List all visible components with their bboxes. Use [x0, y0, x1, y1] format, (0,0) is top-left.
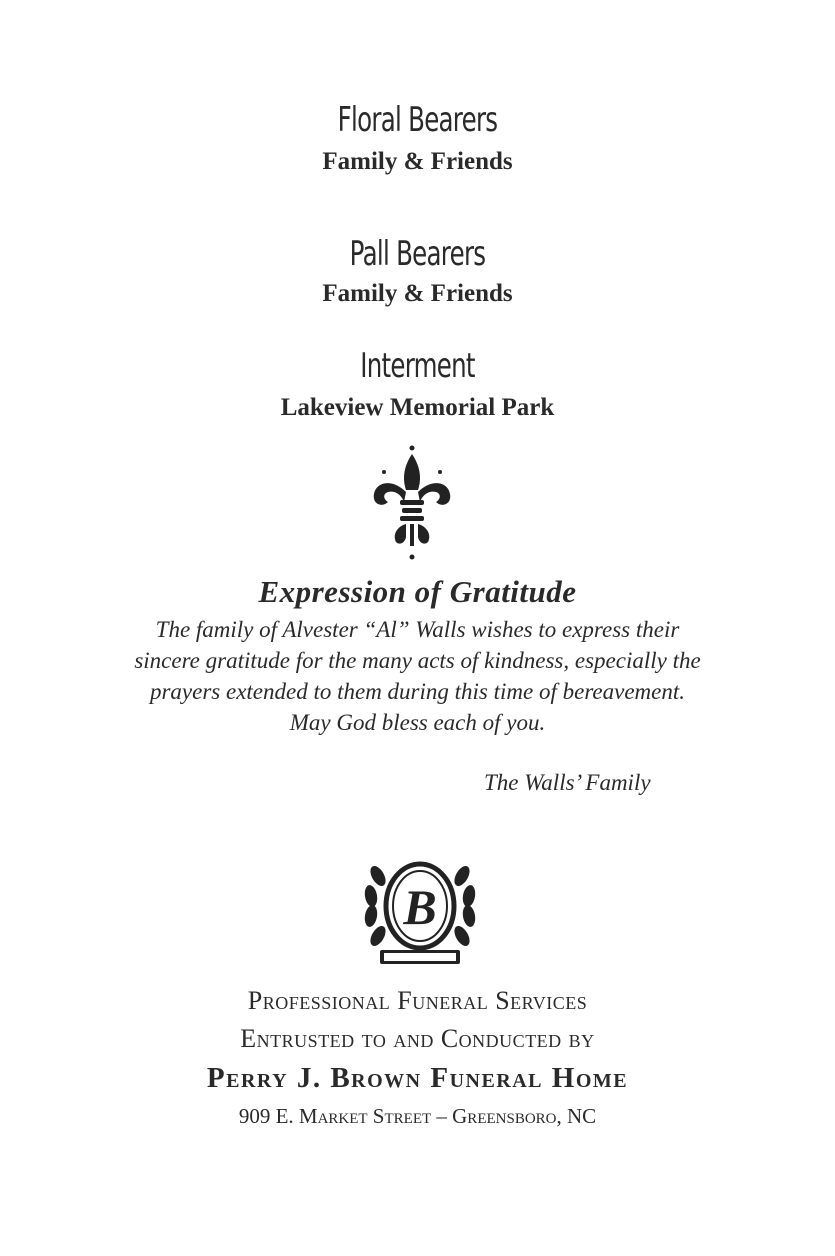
gratitude-line-2: sincere gratitude for the many acts of kindness, especially the	[134, 648, 701, 673]
pall-bearers-heading	[0, 234, 835, 274]
gratitude-line-4: May God bless each of you.	[289, 710, 546, 735]
services-line-2-text: Entrusted to and Conducted by	[240, 1024, 595, 1053]
floral-bearers-title: Floral Bearers	[337, 100, 498, 140]
funeral-home-address-text: 909 E. Market Street – Greensboro, NC	[238, 1104, 597, 1128]
gratitude-signature: The Walls’ Family	[484, 770, 651, 795]
services-line-1	[0, 986, 835, 1016]
floral-bearers-heading	[0, 100, 835, 140]
pall-bearers-detail: Family & Friends	[322, 280, 513, 307]
funeral-home-name	[0, 1062, 835, 1095]
fleur-de-lis-icon	[370, 442, 454, 562]
wreath-monogram-icon	[358, 852, 482, 970]
monogram-letter: B	[403, 879, 437, 935]
interment-detail: Lakeview Memorial Park	[280, 394, 555, 421]
interment-title: Interment	[360, 346, 475, 386]
floral-bearers-detail: Family & Friends	[322, 148, 513, 175]
services-line-2	[0, 1024, 835, 1054]
gratitude-line-1: The family of Alvester “Al” Walls wishes to express their	[155, 617, 680, 642]
gratitude-title: Expression of Gratitude	[258, 574, 577, 609]
services-line-1-text: Professional Funeral Services	[247, 986, 588, 1015]
gratitude-line-3: prayers extended to them during this time of bereavement.	[149, 679, 686, 704]
pall-bearers-title: Pall Bearers	[349, 234, 486, 274]
interment-heading	[0, 346, 835, 386]
funeral-home-address	[0, 1104, 835, 1129]
funeral-home-name-text: Perry J. Brown Funeral Home	[206, 1062, 629, 1094]
